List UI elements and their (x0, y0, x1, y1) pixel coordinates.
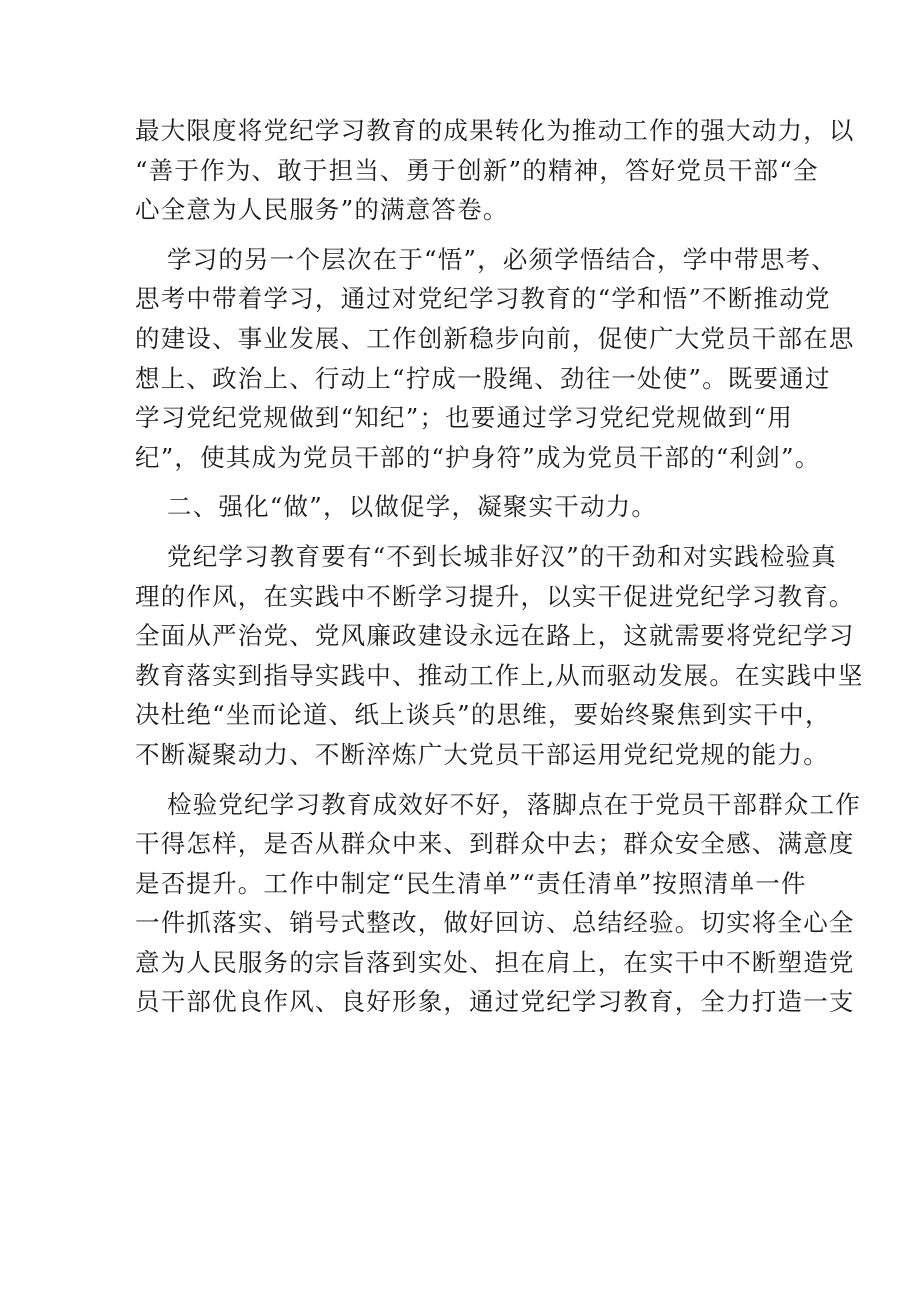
heading-line: 二、强化“做”，以做促学，凝聚实干动力。 (167, 492, 658, 522)
text-line: 思考中带着学习，通过对党纪学习教育的“学和悟”不断推动党 (135, 284, 831, 314)
text-line: 学习的另一个层次在于“悟”，必须学悟结合，学中带思考、 (167, 244, 837, 274)
text-line: 检验党纪学习教育成效好不好，落脚点在于党员干部群众工作 (167, 789, 861, 819)
paragraph-4 (135, 785, 861, 1023)
text-line: 一件抓落实、销号式整改，做好回访、总结经验。切实将全心全 (135, 908, 855, 938)
document-body (135, 111, 864, 1032)
paragraph-2 (135, 240, 855, 478)
text-line: 全面从严治党、党风廉政建设永远在路上，这就需要将党纪学习 (135, 621, 855, 651)
text-line: 想上、政治上、行动上“拧成一股绳、劲往一处使”。既要通过 (135, 363, 831, 393)
section-heading (135, 487, 795, 527)
text-line: 干得怎样，是否从群众中来、到群众中去；群众安全感、满意度 (135, 829, 855, 859)
text-line: 理的作风，在实践中不断学习提升，以实干促进党纪学习教育。 (135, 581, 855, 611)
text-line: 是否提升。工作中制定“民生清单”“责任清单”按照清单一件 (135, 868, 807, 898)
text-line: 纪”，使其成为党员干部的“护身符”成为党员干部的“利剑”。 (135, 442, 821, 472)
paragraph-3 (135, 537, 864, 775)
text-line: 员干部优良作风、良好形象，通过党纪学习教育，全力打造一支 (135, 987, 855, 1017)
text-line: 学习党纪党规做到“知纪”；也要通过学习党纪党规做到“用 (135, 403, 793, 433)
text-line: “善于作为、敢于担当、勇于创新”的精神，答好党员干部“全 (135, 155, 819, 185)
text-line: 不断凝聚动力、不断淬炼广大党员干部运用党纪党规的能力。 (135, 739, 829, 769)
text-line: 心全意为人民服务”的满意答卷。 (135, 195, 509, 225)
text-line: 意为人民服务的宗旨落到实处、担在肩上，在实干中不断塑造党 (135, 947, 855, 977)
text-line: 党纪学习教育要有“不到长城非好汉”的干劲和对实践检验真 (167, 541, 837, 571)
text-line: 的建设、事业发展、工作创新稳步向前，促使广大党员干部在思 (135, 323, 855, 353)
paragraph-1 (135, 111, 855, 230)
text-line: 决杜绝“坐而论道、纸上谈兵”的思维，要始终聚焦到实干中， (135, 700, 831, 730)
text-line: 最大限度将党纪学习教育的成果转化为推动工作的强大动力，以 (135, 116, 855, 145)
text-line: 教育落实到指导实践中、推动工作上,从而驱动发展。在实践中坚 (135, 660, 864, 690)
